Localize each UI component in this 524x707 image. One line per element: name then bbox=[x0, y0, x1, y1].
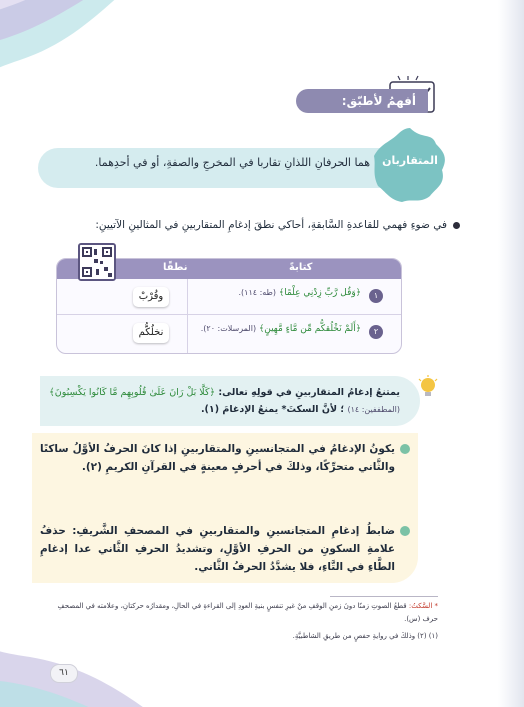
section-heading bbox=[296, 89, 428, 113]
row-divider bbox=[57, 314, 401, 315]
rule-bullet bbox=[400, 526, 410, 536]
page-edge-shade bbox=[498, 0, 524, 707]
ayah-text: ﴿أَلَمْ نَخْلُقكُّم مِّن مَّاءٍ مَّهِينٍ﴾ bbox=[258, 324, 361, 334]
footnote-definition: قطعُ الصوتِ زمنًا دونَ زمنِ الوقفِ منْ غيرِ تنفسٍ بنيةِ العودِ إلى القراءةِ في الحالِ، ومقدارُه حركتانِ، وعلامته في المصحفِ حرف (س). bbox=[57, 602, 438, 623]
lightbulb-icon bbox=[417, 375, 439, 401]
pronunciation-chip: وقُرْبْ bbox=[133, 287, 169, 307]
header-pronunciation: نطقًا bbox=[163, 262, 188, 273]
footnotes bbox=[44, 596, 438, 643]
ayah-reference: (المرسلات: ٢٠). bbox=[200, 324, 257, 333]
note-ayah-reference: (المطففين: ١٤) bbox=[347, 405, 400, 414]
footnote-term: * السَّكتُ: bbox=[408, 602, 438, 610]
definition-text: هما الحرفانِ اللذانِ تقاربا في المخرجِ والصفةِ، أو في أحدِهما. bbox=[94, 156, 370, 169]
row-number: ٢ bbox=[369, 325, 383, 339]
table-row-ayah bbox=[201, 324, 361, 334]
instruction-text: في ضوءِ فهمي للقاعدةِ السَّابقةِ، أحاكي نطقَ إدغامِ المتقاربينِ في المثالينِ الآتيينِ: bbox=[95, 219, 447, 231]
pronunciation-chip: نخلُكُّم bbox=[133, 323, 169, 343]
instruction-line bbox=[40, 219, 460, 231]
ayah-reference: (طه: ١١٤). bbox=[238, 288, 277, 297]
footnote-sakt bbox=[44, 600, 438, 626]
note-ayah: ﴿كَلَّا بَلْ رَانَ عَلَىٰ قُلُوبِهِم مَّا كَانُوا يَكْسِبُونَ﴾ bbox=[49, 387, 216, 398]
decorative-corner-top bbox=[0, 0, 150, 90]
page-number: ٦١ bbox=[50, 664, 78, 683]
ayah-text: ﴿وَقُل رَّبِّ زِدْنِي عِلْمًا﴾ bbox=[278, 288, 361, 298]
row-number: ١ bbox=[369, 289, 383, 303]
rule-item: يكونُ الإدغامُ في المتجانسينِ والمتقاربينِ إذا كانَ الحرفُ الأوَّلُ ساكنًا والثَّاني متحرِّكًا، وذلكَ في أحرفٍ معينةٍ في القرآنِ الكريمِ (٢). bbox=[40, 443, 395, 473]
note-text bbox=[44, 384, 400, 418]
bullet-dot bbox=[453, 222, 460, 229]
rule-item: ضابطُ إدغامِ المتجانسينِ والمتقاربينِ في المصحفِ الشَّريفِ: حذفُ علامةِ السكونِ من الحرفِ الأوَّلِ، وتشديدُ الحرفِ الثَّاني عدا إدغامِ الطَّاءِ في التَّاءِ، فلا يشدَّدُ الحرفُ الثَّاني. bbox=[40, 525, 395, 573]
note-intro: يمتنعُ إدغامُ المتقاربينِ في قولِهِ تعالى: bbox=[218, 387, 400, 398]
column-divider bbox=[187, 279, 188, 353]
qr-code-icon[interactable] bbox=[78, 243, 116, 281]
definition-badge-label: المتقاربان bbox=[382, 154, 438, 167]
section-heading-text: أفهمُ لأطبّق: bbox=[341, 94, 416, 108]
table-row-ayah bbox=[238, 288, 361, 298]
note-reason: ؛ لأنَّ السكتَ* يمنعُ الإدغامَ (١). bbox=[200, 404, 345, 415]
footnote-numbered: (١) (٢) وذلكَ في روايةِ حفصٍ من طريقِ الشاطبيَّةِ. bbox=[292, 632, 438, 640]
header-writing: كتابةً bbox=[289, 262, 313, 273]
rule-bullet bbox=[400, 444, 410, 454]
